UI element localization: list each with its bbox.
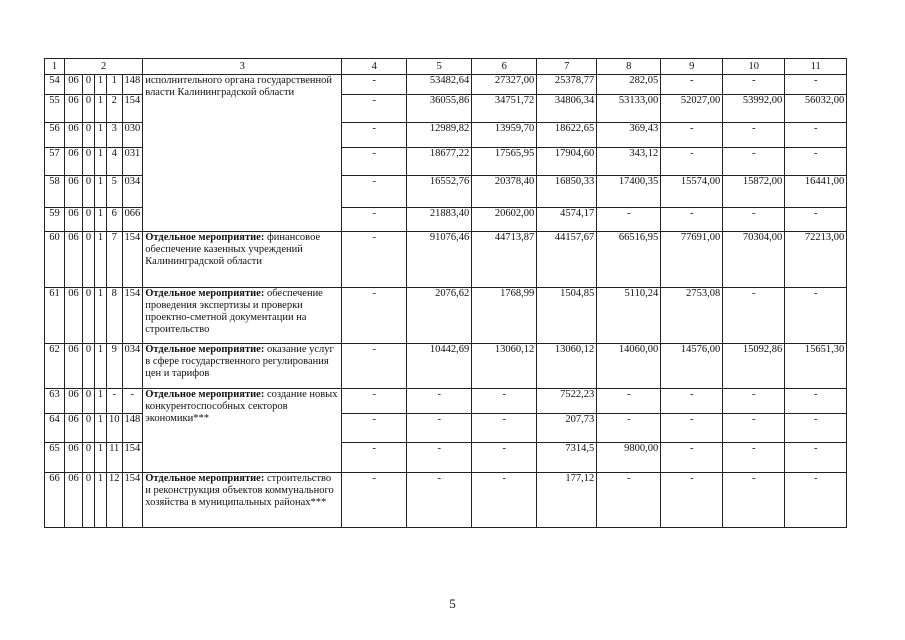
code-cell: 0 [83,208,95,232]
code-cell: 066 [122,208,143,232]
value-cell-col-4: - [342,75,407,95]
value-cell-col-9: - [661,208,723,232]
code-cell: 1 [95,176,107,208]
description-text: исполнительного органа государственной власти Калининградской области [145,75,333,98]
code-cell: 1 [95,208,107,232]
code-cell: 0 [83,123,95,148]
code-cell: 1 [107,75,123,95]
value-cell-col-10: - [723,443,785,473]
value-cell-col-8: - [597,473,661,528]
row-number-cell: 64 [45,414,65,443]
code-cell: 1 [95,232,107,288]
description-heading: Отдельное мероприятие: [145,232,265,243]
row-number-cell: 60 [45,232,65,288]
value-cell-col-5: - [407,414,472,443]
row-number-cell: 54 [45,75,65,95]
value-cell-col-5: 21883,40 [407,208,472,232]
description-text: оказание услуг в сфере государственного регулирования цен и тарифов [145,344,334,379]
value-cell-col-9: - [661,389,723,414]
code-cell: - [107,389,123,414]
value-cell-col-6: 44713,87 [472,232,537,288]
value-cell-col-11: 15651,30 [785,344,847,389]
header-col-7: 7 [537,59,597,75]
code-cell: 0 [83,148,95,176]
value-cell-col-9: 2753,08 [661,288,723,344]
table-row [45,288,847,344]
code-cell: 06 [65,389,83,414]
code-cell: 6 [107,208,123,232]
value-cell-col-5: - [407,389,472,414]
description-heading: Отдельное мероприятие: [145,288,265,299]
value-cell-col-6: 27327,00 [472,75,537,95]
value-cell-col-5: 91076,46 [407,232,472,288]
value-cell-col-6: 34751,72 [472,95,537,123]
code-cell: 0 [83,95,95,123]
value-cell-col-5: 16552,76 [407,176,472,208]
value-cell-col-11: - [785,473,847,528]
code-cell: 1 [95,123,107,148]
value-cell-col-4: - [342,288,407,344]
code-cell: 8 [107,288,123,344]
row-number-cell: 59 [45,208,65,232]
value-cell-col-7: 13060,12 [537,344,597,389]
code-cell: 06 [65,288,83,344]
value-cell-col-11: - [785,414,847,443]
value-cell-col-9: 52027,00 [661,95,723,123]
value-cell-col-8: 14060,00 [597,344,661,389]
code-cell: 1 [95,414,107,443]
row-number-cell: 66 [45,473,65,528]
header-col-9: 9 [661,59,723,75]
value-cell-col-10: - [723,389,785,414]
row-number-cell: 57 [45,148,65,176]
code-cell: 1 [95,288,107,344]
code-cell: 12 [107,473,123,528]
description-cell [143,389,342,473]
code-cell: 2 [107,95,123,123]
value-cell-col-6: - [472,414,537,443]
value-cell-col-9: - [661,473,723,528]
row-number-cell: 63 [45,389,65,414]
value-cell-col-5: 36055,86 [407,95,472,123]
value-cell-col-8: 282,05 [597,75,661,95]
code-cell: 11 [107,443,123,473]
value-cell-col-11: - [785,123,847,148]
value-cell-col-7: 177,12 [537,473,597,528]
header-col-4: 4 [342,59,407,75]
row-number-cell: 55 [45,95,65,123]
code-cell: 06 [65,95,83,123]
code-cell: 1 [95,344,107,389]
value-cell-col-10: - [723,75,785,95]
value-cell-col-9: 15574,00 [661,176,723,208]
table-row [45,232,847,288]
value-cell-col-6: - [472,443,537,473]
description-text: строительство и реконструкция объектов коммунального хозяйства в муниципальных районах*** [145,473,334,508]
value-cell-col-7: 18622,65 [537,123,597,148]
code-cell: 0 [83,473,95,528]
row-number-cell: 58 [45,176,65,208]
value-cell-col-7: 34806,34 [537,95,597,123]
header-col-11: 11 [785,59,847,75]
value-cell-col-6: - [472,389,537,414]
value-cell-col-4: - [342,473,407,528]
description-heading: Отдельное мероприятие: [145,344,265,355]
value-cell-col-4: - [342,414,407,443]
value-cell-col-9: - [661,148,723,176]
code-cell: 154 [122,288,143,344]
code-cell: 06 [65,123,83,148]
code-cell: 154 [122,232,143,288]
header-row [45,59,847,75]
value-cell-col-10: - [723,148,785,176]
table-row [45,473,847,528]
code-cell: 1 [95,75,107,95]
value-cell-col-11: 16441,00 [785,176,847,208]
value-cell-col-10: - [723,208,785,232]
description-heading: Отдельное мероприятие: [145,473,265,484]
code-cell: 4 [107,148,123,176]
value-cell-col-9: 77691,00 [661,232,723,288]
code-cell: 06 [65,443,83,473]
code-cell: 1 [95,389,107,414]
code-cell: 06 [65,473,83,528]
value-cell-col-5: - [407,473,472,528]
value-cell-col-4: - [342,344,407,389]
value-cell-col-5: 18677,22 [407,148,472,176]
value-cell-col-9: - [661,414,723,443]
value-cell-col-8: 53133,00 [597,95,661,123]
value-cell-col-5: 12989,82 [407,123,472,148]
code-cell: 148 [122,75,143,95]
code-cell: 10 [107,414,123,443]
value-cell-col-4: - [342,443,407,473]
value-cell-col-6: 17565,95 [472,148,537,176]
value-cell-col-6: - [472,473,537,528]
code-cell: 9 [107,344,123,389]
header-col-3: 3 [143,59,342,75]
value-cell-col-11: - [785,208,847,232]
code-cell: 5 [107,176,123,208]
value-cell-col-11: - [785,443,847,473]
description-cell [143,473,342,528]
value-cell-col-7: 4574,17 [537,208,597,232]
code-cell: 0 [83,389,95,414]
value-cell-col-4: - [342,389,407,414]
code-cell: 0 [83,232,95,288]
code-cell: 0 [83,176,95,208]
value-cell-col-5: 2076,62 [407,288,472,344]
value-cell-col-4: - [342,123,407,148]
value-cell-col-10: 70304,00 [723,232,785,288]
code-cell: 0 [83,414,95,443]
value-cell-col-10: - [723,473,785,528]
row-number-cell: 65 [45,443,65,473]
code-cell: 0 [83,288,95,344]
header-col-5: 5 [407,59,472,75]
value-cell-col-11: - [785,389,847,414]
value-cell-col-8: 17400,35 [597,176,661,208]
header-col-8: 8 [597,59,661,75]
value-cell-col-10: 15092,86 [723,344,785,389]
value-cell-col-4: - [342,232,407,288]
code-cell: 1 [95,95,107,123]
page-number: 5 [449,596,456,611]
description-cell [143,232,342,288]
value-cell-col-8: 66516,95 [597,232,661,288]
value-cell-col-6: 20602,00 [472,208,537,232]
value-cell-col-10: - [723,288,785,344]
table-row [45,389,847,414]
code-cell: 06 [65,414,83,443]
value-cell-col-5: 10442,69 [407,344,472,389]
code-cell: 7 [107,232,123,288]
code-cell: 0 [83,75,95,95]
value-cell-col-5: - [407,443,472,473]
value-cell-col-8: - [597,389,661,414]
code-cell: 031 [122,148,143,176]
value-cell-col-9: 14576,00 [661,344,723,389]
value-cell-col-11: - [785,75,847,95]
value-cell-col-8: 5110,24 [597,288,661,344]
value-cell-col-8: 369,43 [597,123,661,148]
description-cell [143,75,342,232]
code-cell: 030 [122,123,143,148]
header-col-10: 10 [723,59,785,75]
value-cell-col-9: - [661,443,723,473]
code-cell: 06 [65,208,83,232]
code-cell: 06 [65,344,83,389]
header-col-6: 6 [472,59,537,75]
value-cell-col-10: 53992,00 [723,95,785,123]
description-cell [143,344,342,389]
value-cell-col-7: 25378,77 [537,75,597,95]
description-text: финансовое обеспечение казенных учреждений Калининградской области [145,232,321,267]
table-row [45,75,847,95]
code-cell: 06 [65,232,83,288]
row-number-cell: 61 [45,288,65,344]
value-cell-col-6: 20378,40 [472,176,537,208]
value-cell-col-11: - [785,288,847,344]
value-cell-col-8: - [597,208,661,232]
row-number-cell: 62 [45,344,65,389]
value-cell-col-7: 7522,23 [537,389,597,414]
value-cell-col-7: 17904,60 [537,148,597,176]
code-cell: 154 [122,95,143,123]
code-cell: 148 [122,414,143,443]
value-cell-col-7: 44157,67 [537,232,597,288]
value-cell-col-6: 1768,99 [472,288,537,344]
code-cell: 034 [122,344,143,389]
row-number-cell: 56 [45,123,65,148]
value-cell-col-4: - [342,176,407,208]
value-cell-col-11: - [785,148,847,176]
table-row [45,344,847,389]
value-cell-col-5: 53482,64 [407,75,472,95]
code-cell: 154 [122,473,143,528]
code-cell: 1 [95,148,107,176]
code-cell: 06 [65,148,83,176]
value-cell-col-6: 13060,12 [472,344,537,389]
value-cell-col-8: 9800,00 [597,443,661,473]
code-cell: 0 [83,344,95,389]
value-cell-col-10: - [723,123,785,148]
budget-table [44,58,847,528]
description-cell [143,288,342,344]
code-cell: 034 [122,176,143,208]
header-col-1: 1 [45,59,65,75]
value-cell-col-11: 56032,00 [785,95,847,123]
code-cell: 3 [107,123,123,148]
value-cell-col-9: - [661,75,723,95]
description-heading: Отдельное мероприятие: [145,389,265,400]
value-cell-col-10: 15872,00 [723,176,785,208]
value-cell-col-9: - [661,123,723,148]
code-cell: 06 [65,176,83,208]
code-cell: 154 [122,443,143,473]
code-cell: 06 [65,75,83,95]
value-cell-col-4: - [342,148,407,176]
value-cell-col-7: 16850,33 [537,176,597,208]
value-cell-col-8: 343,12 [597,148,661,176]
table-body [45,59,847,528]
code-cell: - [122,389,143,414]
code-cell: 0 [83,443,95,473]
header-col-2: 2 [65,59,143,75]
code-cell: 1 [95,473,107,528]
description-text: обеспечение проведения экспертизы и проверки проектно-сметной документации на строительство [145,288,323,335]
value-cell-col-8: - [597,414,661,443]
value-cell-col-10: - [723,414,785,443]
value-cell-col-6: 13959,70 [472,123,537,148]
value-cell-col-7: 7314,5 [537,443,597,473]
value-cell-col-11: 72213,00 [785,232,847,288]
value-cell-col-7: 1504,85 [537,288,597,344]
value-cell-col-4: - [342,95,407,123]
description-text: создание новых конкурентоспособных секторов экономики*** [145,389,338,424]
value-cell-col-4: - [342,208,407,232]
value-cell-col-7: 207,73 [537,414,597,443]
code-cell: 1 [95,443,107,473]
